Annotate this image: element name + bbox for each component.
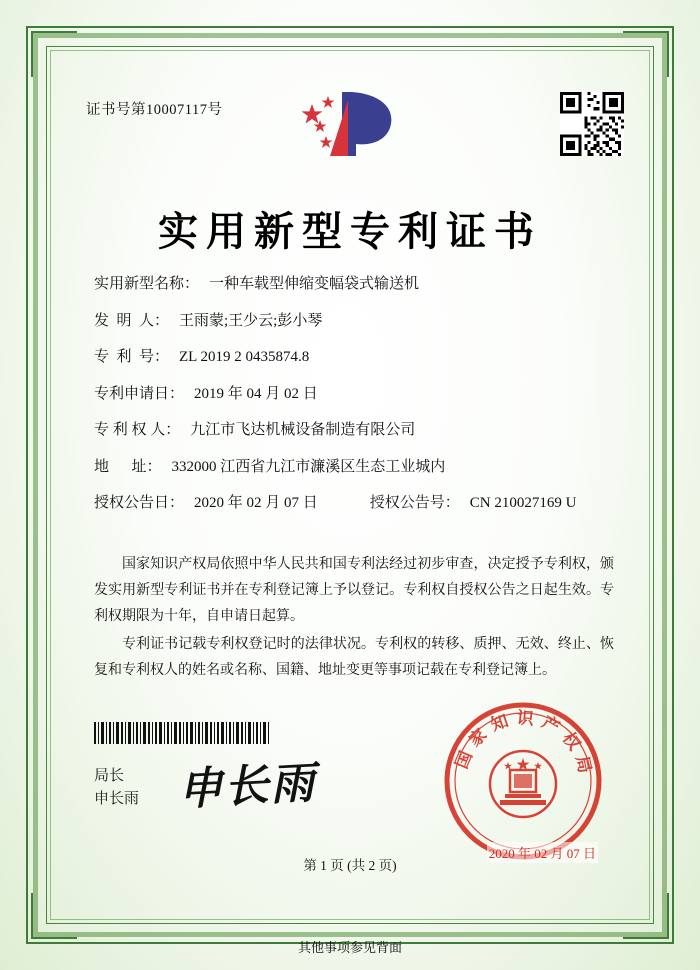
patent-fields (94, 275, 616, 531)
field-label: 地 址： (94, 458, 162, 475)
field-value: 332000 江西省九江市濂溪区生态工业城内 (171, 458, 446, 475)
field-row (94, 458, 616, 476)
handwritten-signature: 申长雨 (176, 757, 318, 816)
announcement-date-value: 2020 年 02 月 07 日 (194, 495, 318, 511)
qr-code (560, 92, 624, 156)
announcement-row (94, 494, 616, 512)
field-value: 王雨蒙;王少云;彭小琴 (179, 312, 323, 329)
announcement-date-label: 授权公告日： (94, 495, 185, 511)
field-row (94, 421, 616, 439)
page-title: 实用新型专利证书 (158, 208, 542, 255)
field-row (94, 275, 616, 293)
field-label: 专利申请日： (94, 385, 185, 402)
legal-paragraph: 专利证书记载专利权登记时的法律状况。专利权的转移、质押、无效、终止、恢复和专利权人的姓名或名称、国籍、地址变更等事项记载在专利登记簿上。 (94, 636, 614, 678)
certificate-content (60, 60, 640, 910)
field-label: 专 利 权 人： (94, 422, 181, 438)
official-red-seal (442, 700, 604, 862)
footer-note: 其他事项参见背面 (297, 940, 402, 955)
field-value: ZL 2019 2 0435874.8 (179, 349, 310, 365)
director-title-label: 局长 (94, 768, 125, 784)
field-value: 九江市飞达机械设备制造有限公司 (190, 422, 416, 438)
legal-paragraph: 国家知识产权局依照中华人民共和国专利法经过初步审查，决定授予专利权，颁发实用新型专利证书并在专利登记簿上予以登记。专利权自授权公告之日起生效。专利权期限为十年，自申请日起算。 (94, 557, 614, 624)
field-row (94, 312, 616, 330)
field-label: 实用新型名称： (94, 276, 200, 292)
certificate-number: 证书号第10007117号 (86, 102, 223, 118)
announcement-number-value: CN 210027169 U (469, 495, 577, 511)
field-value: 一种车载型伸缩变幅袋式输送机 (209, 276, 420, 292)
field-row (94, 385, 616, 403)
field-label: 专 利 号： (94, 349, 170, 365)
barcode (94, 722, 269, 744)
svg-text:国家知识产权局: 国家知识产权局 (451, 708, 596, 782)
seal-date: 2020 年 02 月 07 日 (487, 842, 598, 863)
cnipa-emblem-logo (290, 86, 410, 164)
field-label: 发 明 人： (94, 312, 170, 329)
legal-text (94, 552, 614, 685)
field-value: 2019 年 04 月 02 日 (194, 385, 318, 402)
director-name-label: 申长雨 (94, 791, 140, 808)
announcement-number-label: 授权公告号： (369, 495, 460, 511)
field-row (94, 348, 616, 366)
signature-block (94, 765, 139, 812)
page-indicator: 第 1 页 (共 2 页) (303, 858, 397, 873)
